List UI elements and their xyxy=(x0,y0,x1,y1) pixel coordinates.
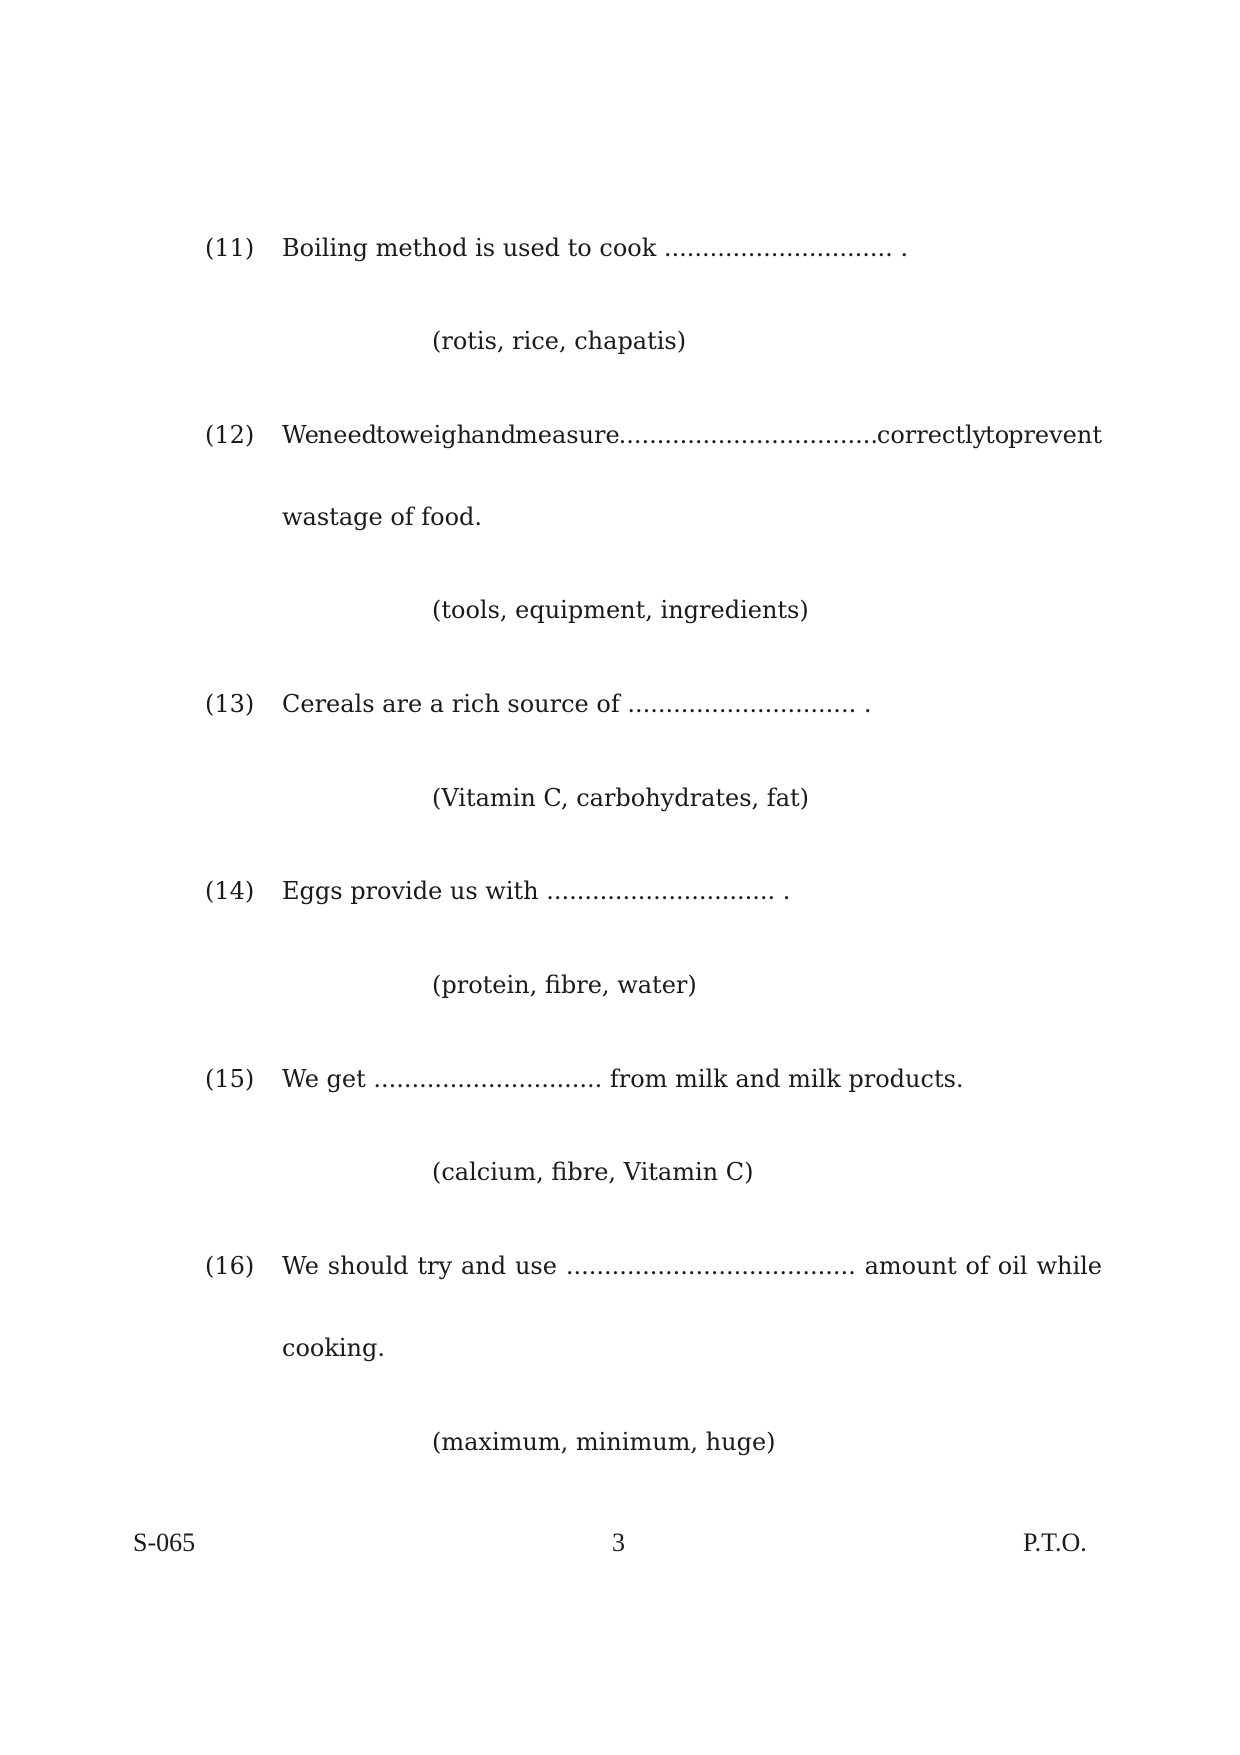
question-text-line-2: cooking. xyxy=(282,1334,386,1362)
question-number: (11) xyxy=(205,234,255,262)
page-number: 3 xyxy=(612,1528,625,1557)
question-number: (16) xyxy=(205,1252,255,1280)
answer-options: (rotis, rice, chapatis) xyxy=(432,327,687,355)
question-text-line-2: wastage of food. xyxy=(282,503,483,531)
answer-options: (maximum, minimum, huge) xyxy=(432,1428,776,1456)
question-text: We get .............................. from milk and milk products. xyxy=(282,1065,964,1093)
question-text: Boiling method is used to cook .............................. . xyxy=(282,234,909,262)
question-number: (12) xyxy=(205,421,255,449)
question-number: (15) xyxy=(205,1065,255,1093)
question-text-line-1: We need to weigh and measure .................................. correctly to prevent xyxy=(282,421,1102,449)
question-number: (13) xyxy=(205,690,255,718)
answer-options: (Vitamin C, carbohydrates, fat) xyxy=(432,784,810,812)
question-number: (14) xyxy=(205,877,255,905)
answer-options: (calcium, fibre, Vitamin C) xyxy=(432,1158,754,1186)
question-text: Eggs provide us with .............................. . xyxy=(282,877,791,905)
paper-code: S-065 xyxy=(133,1528,196,1557)
pto-label: P.T.O. xyxy=(1023,1528,1087,1557)
answer-options: (tools, equipment, ingredients) xyxy=(432,596,809,624)
answer-options: (protein, fibre, water) xyxy=(432,971,697,999)
question-text: Cereals are a rich source of .............................. . xyxy=(282,690,872,718)
question-text-line-1: We should try and use ...................................... amount of oil while xyxy=(282,1252,1102,1280)
